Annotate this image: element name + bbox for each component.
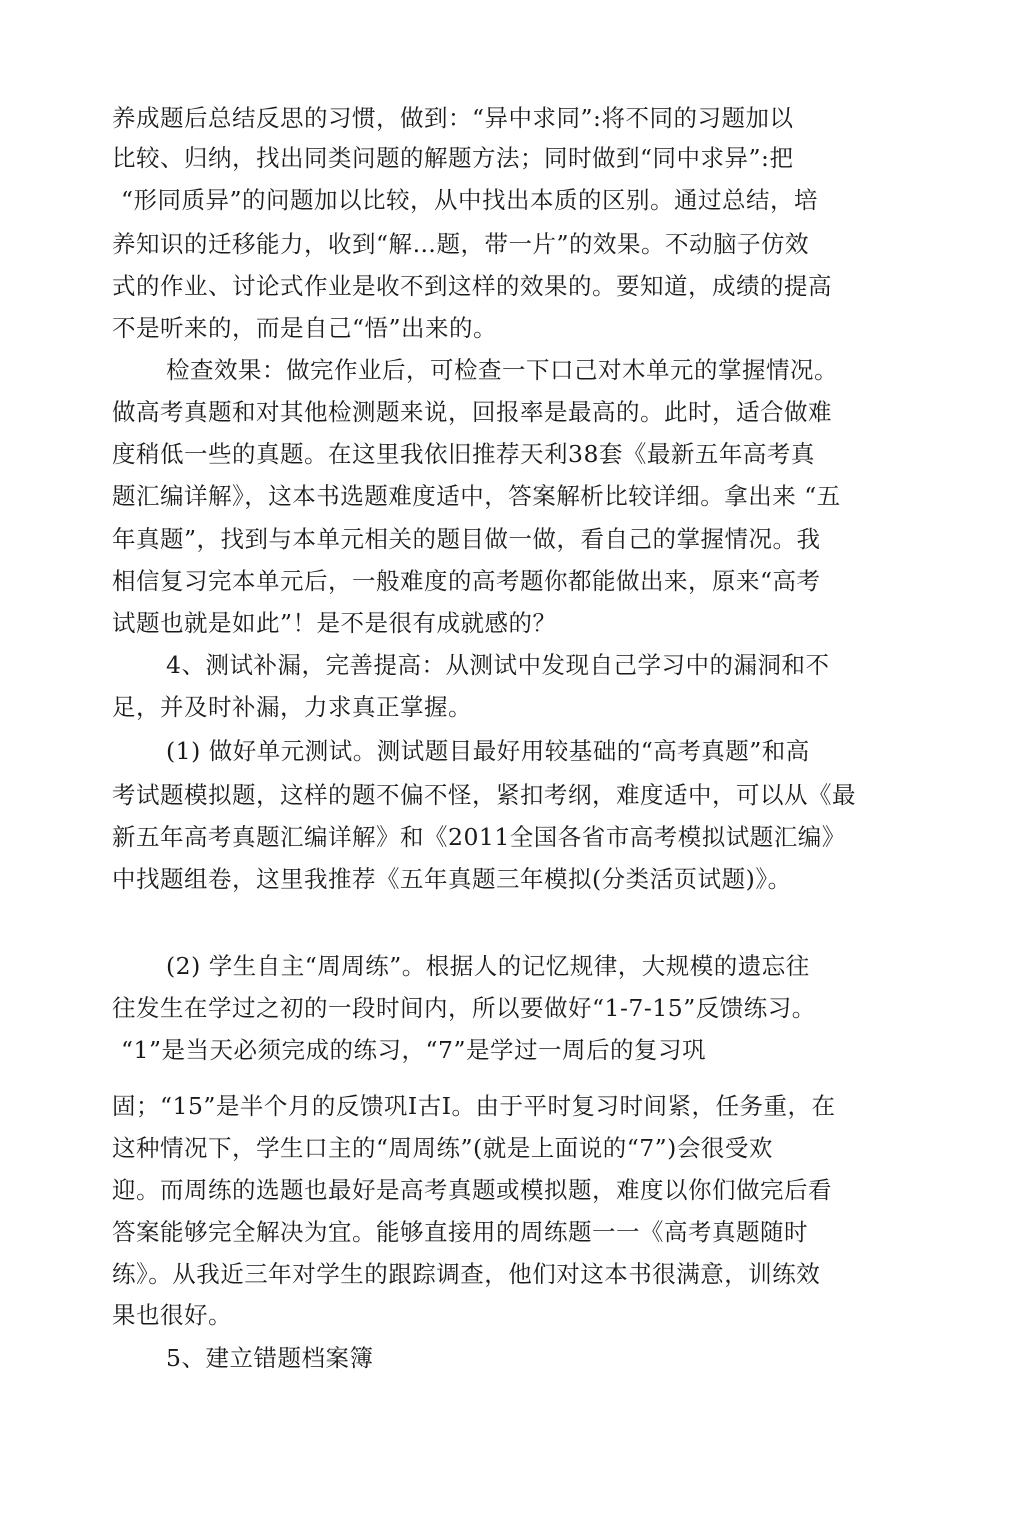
text-line: 度稍低一些的真题。在这里我依旧推荐天利38套《最新五年高考真 xyxy=(112,440,815,468)
text-line: (1) 做好单元测试。测试题目最好用较基础的“高考真题”和高 xyxy=(166,737,810,765)
text-line: 新五年高考真题汇编详解》和《2011全国各省市高考模拟试题汇编》 xyxy=(112,823,846,851)
text-line: 迎。而周练的选题也最好是高考真题或模拟题，难度以你们做完后看 xyxy=(112,1176,832,1204)
text-line: 中找题组卷，这里我推荐《五年真题三年模拟(分类活页试题)》。 xyxy=(112,865,792,893)
text-line: 考试题模拟题，这样的题不偏不怪，紧扣考纲，难度适中，可以从《最 xyxy=(112,781,856,809)
text-line: 答案能够完全解决为宜。能够直接用的周练题一一《高考真题随时 xyxy=(112,1218,808,1246)
text-line: 4、测试补漏，完善提高：从测试中发现自己学习中的漏洞和不 xyxy=(166,651,830,679)
text-line: 不是听来的，而是自己“悟”出来的。 xyxy=(112,314,498,342)
text-line: 5、建立错题档案簿 xyxy=(166,1344,374,1372)
text-line: 固；“15”是半个月的反馈巩I古I。由于平时复习时间紧，任务重，在 xyxy=(112,1092,836,1120)
text-line: 足，并及时补漏，力求真正掌握。 xyxy=(112,693,472,721)
text-line: 相信复习完本单元后，一般难度的高考题你都能做出来，原来“高考 xyxy=(112,567,821,595)
text-line: 试题也就是如此”！是不是很有成就感的？ xyxy=(112,609,557,637)
text-line: 做高考真题和对其他检测题来说，回报率是最高的。此时，适合做难 xyxy=(112,398,832,426)
text-line: 这种情况下，学生口主的“周周练”(就是上面说的“7”)会很受欢 xyxy=(112,1134,773,1162)
text-line: 练》。从我近三年对学生的跟踪调查，他们对这本书很满意，训练效 xyxy=(112,1260,821,1288)
text-line: 式的作业、讨论式作业是收不到这样的效果的。要知道，成绩的提高 xyxy=(112,272,832,300)
text-line: (2) 学生自主“周周练”。根据人的记忆规律，大规模的遗忘往 xyxy=(166,952,810,980)
text-line: 养成题后总结反思的习惯，做到：“异中求同”:将不同的习题加以 xyxy=(112,104,794,132)
text-line: 比较、归纳，找出同类问题的解题方法；同时做到“同中求异”:把 xyxy=(112,144,794,172)
text-line: 年真题”，找到与本单元相关的题目做一做，看自己的掌握情况。我 xyxy=(112,525,821,553)
text-line: 养知识的迁移能力，收到“解…题，带一片”的效果。不动脑子仿效 xyxy=(112,230,810,258)
text-line: “1”是当天必须完成的练习，“7”是学过一周后的复习巩 xyxy=(121,1036,706,1064)
text-line: 往发生在学过之初的一段时间内，所以要做好“1-7-15”反馈练习。 xyxy=(112,994,816,1022)
text-line: 题汇编详解》，这本书选题难度适中，答案解析比较详细。拿出来 “五 xyxy=(112,482,841,510)
text-line: 果也很好。 xyxy=(112,1301,232,1329)
text-line: “形同质异”的问题加以比较，从中找出本质的区别。通过总结，培 xyxy=(121,186,819,214)
text-line: 检查效果：做完作业后，可检查一下口己对木单元的掌握情况。 xyxy=(166,356,838,384)
